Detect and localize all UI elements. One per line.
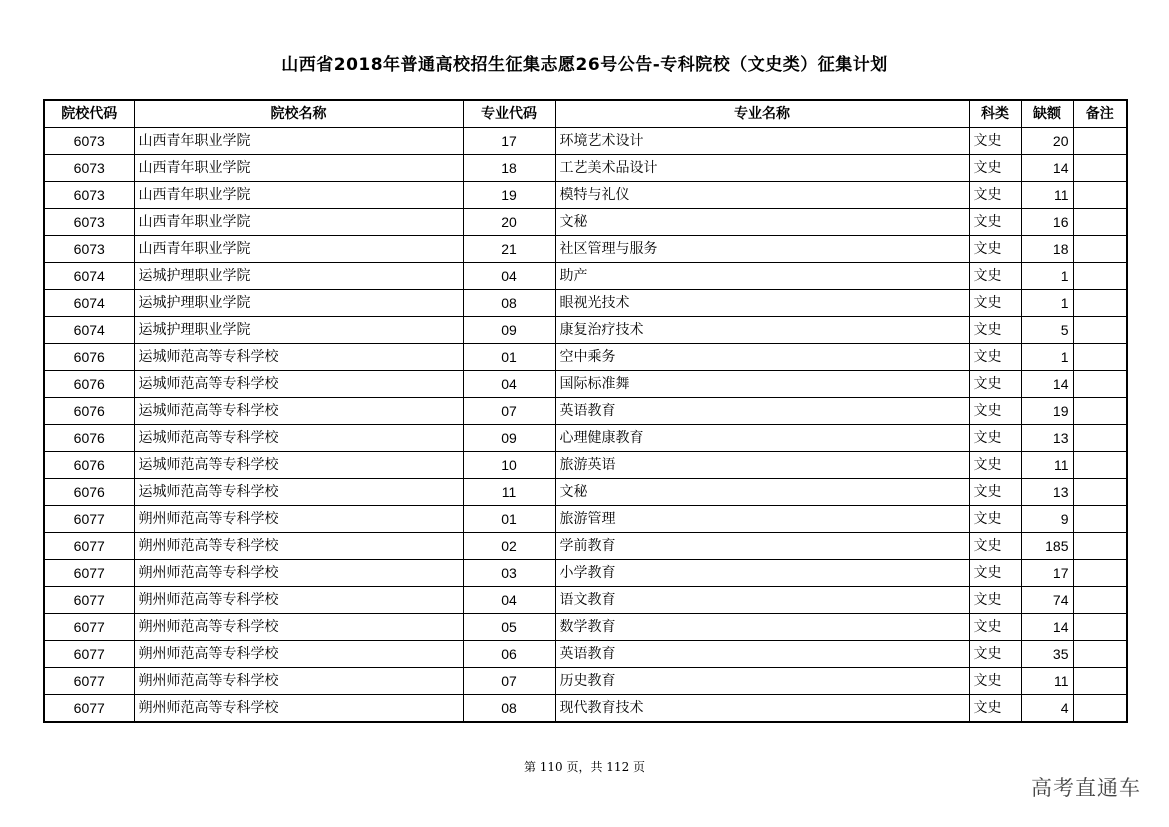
cell-category: 文史 — [969, 668, 1021, 695]
cell-school-code: 6077 — [44, 587, 134, 614]
cell-major-name: 现代教育技术 — [555, 695, 969, 723]
cell-school-name: 山西青年职业学院 — [134, 128, 463, 155]
cell-category: 文史 — [969, 236, 1021, 263]
cell-school-name: 山西青年职业学院 — [134, 155, 463, 182]
cell-category: 文史 — [969, 614, 1021, 641]
cell-remarks — [1073, 614, 1127, 641]
cell-major-code: 09 — [463, 425, 555, 452]
cell-school-code: 6077 — [44, 614, 134, 641]
cell-category: 文史 — [969, 452, 1021, 479]
page-footer: 第 110 页，共 112 页 — [523, 760, 646, 774]
cell-major-name: 历史教育 — [555, 668, 969, 695]
cell-vacancy: 1 — [1021, 290, 1073, 317]
cell-category: 文史 — [969, 398, 1021, 425]
cell-remarks — [1073, 587, 1127, 614]
cell-vacancy: 11 — [1021, 182, 1073, 209]
cell-remarks — [1073, 182, 1127, 209]
cell-major-code: 20 — [463, 209, 555, 236]
cell-school-name: 运城师范高等专科学校 — [134, 479, 463, 506]
cell-remarks — [1073, 263, 1127, 290]
cell-major-code: 19 — [463, 182, 555, 209]
cell-school-name: 运城师范高等专科学校 — [134, 398, 463, 425]
cell-school-code: 6076 — [44, 398, 134, 425]
table-row — [44, 641, 1127, 668]
table-row — [44, 344, 1127, 371]
table-row — [44, 587, 1127, 614]
cell-remarks — [1073, 398, 1127, 425]
cell-major-name: 康复治疗技术 — [555, 317, 969, 344]
cell-major-name: 英语教育 — [555, 641, 969, 668]
table-row — [44, 533, 1127, 560]
cell-school-name: 运城护理职业学院 — [134, 263, 463, 290]
cell-remarks — [1073, 209, 1127, 236]
cell-major-code: 04 — [463, 371, 555, 398]
cell-major-code: 04 — [463, 587, 555, 614]
cell-remarks — [1073, 560, 1127, 587]
cell-major-name: 语文教育 — [555, 587, 969, 614]
cell-vacancy: 11 — [1021, 668, 1073, 695]
cell-school-code: 6077 — [44, 641, 134, 668]
cell-major-code: 07 — [463, 668, 555, 695]
cell-category: 文史 — [969, 641, 1021, 668]
cell-major-name: 工艺美术品设计 — [555, 155, 969, 182]
cell-school-code: 6074 — [44, 290, 134, 317]
cell-major-name: 眼视光技术 — [555, 290, 969, 317]
cell-remarks — [1073, 128, 1127, 155]
cell-major-name: 文秘 — [555, 209, 969, 236]
table-row — [44, 398, 1127, 425]
cell-category: 文史 — [969, 317, 1021, 344]
cell-school-code: 6073 — [44, 209, 134, 236]
cell-major-code: 02 — [463, 533, 555, 560]
cell-major-name: 国际标准舞 — [555, 371, 969, 398]
cell-remarks — [1073, 668, 1127, 695]
cell-remarks — [1073, 371, 1127, 398]
cell-school-name: 运城师范高等专科学校 — [134, 344, 463, 371]
cell-remarks — [1073, 155, 1127, 182]
cell-school-name: 朔州师范高等专科学校 — [134, 614, 463, 641]
cell-school-name: 朔州师范高等专科学校 — [134, 587, 463, 614]
header-remarks: 备注 — [1073, 100, 1127, 128]
cell-vacancy: 185 — [1021, 533, 1073, 560]
cell-school-code: 6077 — [44, 695, 134, 723]
cell-school-code: 6076 — [44, 425, 134, 452]
enrollment-plan-table — [43, 99, 1128, 723]
cell-vacancy: 14 — [1021, 614, 1073, 641]
cell-remarks — [1073, 641, 1127, 668]
table-row — [44, 209, 1127, 236]
cell-remarks — [1073, 533, 1127, 560]
cell-major-name: 环境艺术设计 — [555, 128, 969, 155]
cell-school-code: 6073 — [44, 128, 134, 155]
cell-major-code: 05 — [463, 614, 555, 641]
cell-major-code: 01 — [463, 506, 555, 533]
table-row — [44, 695, 1127, 723]
table-row — [44, 452, 1127, 479]
cell-remarks — [1073, 317, 1127, 344]
cell-vacancy: 13 — [1021, 479, 1073, 506]
cell-major-name: 旅游管理 — [555, 506, 969, 533]
cell-remarks — [1073, 506, 1127, 533]
header-vacancy: 缺额 — [1021, 100, 1073, 128]
table-row — [44, 425, 1127, 452]
cell-category: 文史 — [969, 182, 1021, 209]
cell-school-name: 运城师范高等专科学校 — [134, 452, 463, 479]
cell-vacancy: 18 — [1021, 236, 1073, 263]
cell-vacancy: 35 — [1021, 641, 1073, 668]
cell-category: 文史 — [969, 371, 1021, 398]
cell-school-name: 运城师范高等专科学校 — [134, 371, 463, 398]
cell-category: 文史 — [969, 587, 1021, 614]
cell-school-name: 朔州师范高等专科学校 — [134, 668, 463, 695]
cell-school-name: 朔州师范高等专科学校 — [134, 506, 463, 533]
cell-school-code: 6073 — [44, 182, 134, 209]
cell-major-code: 06 — [463, 641, 555, 668]
cell-category: 文史 — [969, 425, 1021, 452]
cell-remarks — [1073, 236, 1127, 263]
cell-school-name: 朔州师范高等专科学校 — [134, 533, 463, 560]
cell-major-code: 17 — [463, 128, 555, 155]
cell-vacancy: 19 — [1021, 398, 1073, 425]
header-category: 科类 — [969, 100, 1021, 128]
cell-vacancy: 11 — [1021, 452, 1073, 479]
cell-school-name: 运城护理职业学院 — [134, 290, 463, 317]
cell-major-name: 模特与礼仪 — [555, 182, 969, 209]
header-school-code: 院校代码 — [44, 100, 134, 128]
cell-school-code: 6077 — [44, 668, 134, 695]
cell-school-code: 6074 — [44, 263, 134, 290]
cell-category: 文史 — [969, 155, 1021, 182]
cell-category: 文史 — [969, 128, 1021, 155]
cell-major-name: 助产 — [555, 263, 969, 290]
cell-major-name: 社区管理与服务 — [555, 236, 969, 263]
table-header-row — [44, 100, 1127, 128]
cell-school-name: 朔州师范高等专科学校 — [134, 695, 463, 723]
cell-major-name: 文秘 — [555, 479, 969, 506]
table-row — [44, 182, 1127, 209]
cell-remarks — [1073, 452, 1127, 479]
cell-vacancy: 9 — [1021, 506, 1073, 533]
cell-vacancy: 14 — [1021, 155, 1073, 182]
cell-school-code: 6073 — [44, 236, 134, 263]
cell-school-code: 6076 — [44, 479, 134, 506]
cell-major-code: 10 — [463, 452, 555, 479]
cell-category: 文史 — [969, 560, 1021, 587]
cell-category: 文史 — [969, 344, 1021, 371]
cell-remarks — [1073, 290, 1127, 317]
cell-remarks — [1073, 479, 1127, 506]
cell-school-name: 山西青年职业学院 — [134, 182, 463, 209]
cell-school-code: 6073 — [44, 155, 134, 182]
cell-vacancy: 5 — [1021, 317, 1073, 344]
cell-vacancy: 14 — [1021, 371, 1073, 398]
cell-school-code: 6074 — [44, 317, 134, 344]
cell-school-name: 朔州师范高等专科学校 — [134, 560, 463, 587]
table-row — [44, 290, 1127, 317]
cell-major-code: 21 — [463, 236, 555, 263]
cell-major-name: 小学教育 — [555, 560, 969, 587]
table-row — [44, 317, 1127, 344]
table-row — [44, 479, 1127, 506]
cell-school-name: 山西青年职业学院 — [134, 209, 463, 236]
cell-major-code: 03 — [463, 560, 555, 587]
cell-major-code: 08 — [463, 695, 555, 723]
table-row — [44, 668, 1127, 695]
cell-major-name: 空中乘务 — [555, 344, 969, 371]
cell-vacancy: 17 — [1021, 560, 1073, 587]
cell-category: 文史 — [969, 479, 1021, 506]
cell-school-name: 运城师范高等专科学校 — [134, 425, 463, 452]
cell-category: 文史 — [969, 506, 1021, 533]
cell-school-code: 6076 — [44, 344, 134, 371]
cell-major-name: 心理健康教育 — [555, 425, 969, 452]
table-row — [44, 560, 1127, 587]
cell-vacancy: 16 — [1021, 209, 1073, 236]
cell-school-code: 6077 — [44, 533, 134, 560]
cell-vacancy: 13 — [1021, 425, 1073, 452]
cell-vacancy: 1 — [1021, 263, 1073, 290]
cell-school-code: 6077 — [44, 560, 134, 587]
table-body — [44, 128, 1127, 723]
cell-school-name: 山西青年职业学院 — [134, 236, 463, 263]
header-school-name: 院校名称 — [134, 100, 463, 128]
cell-category: 文史 — [969, 695, 1021, 723]
cell-vacancy: 74 — [1021, 587, 1073, 614]
cell-school-code: 6076 — [44, 452, 134, 479]
table-row — [44, 506, 1127, 533]
cell-category: 文史 — [969, 209, 1021, 236]
document-title: 山西省2018年普通高校招生征集志愿26号公告-专科院校（文史类）征集计划 — [281, 55, 888, 75]
cell-category: 文史 — [969, 263, 1021, 290]
cell-school-code: 6076 — [44, 371, 134, 398]
cell-major-code: 08 — [463, 290, 555, 317]
header-major-code: 专业代码 — [463, 100, 555, 128]
cell-major-code: 18 — [463, 155, 555, 182]
cell-school-name: 运城护理职业学院 — [134, 317, 463, 344]
cell-category: 文史 — [969, 290, 1021, 317]
cell-remarks — [1073, 425, 1127, 452]
cell-major-code: 01 — [463, 344, 555, 371]
watermark-logo-text: 高考直通车 — [1031, 776, 1141, 800]
cell-major-name: 旅游英语 — [555, 452, 969, 479]
cell-category: 文史 — [969, 533, 1021, 560]
cell-major-code: 07 — [463, 398, 555, 425]
cell-major-name: 学前教育 — [555, 533, 969, 560]
cell-vacancy: 4 — [1021, 695, 1073, 723]
cell-major-code: 04 — [463, 263, 555, 290]
table-row — [44, 371, 1127, 398]
cell-major-name: 数学教育 — [555, 614, 969, 641]
table-row — [44, 263, 1127, 290]
cell-remarks — [1073, 695, 1127, 723]
cell-school-code: 6077 — [44, 506, 134, 533]
table-row — [44, 155, 1127, 182]
cell-remarks — [1073, 344, 1127, 371]
table-row — [44, 236, 1127, 263]
cell-school-name: 朔州师范高等专科学校 — [134, 641, 463, 668]
cell-vacancy: 20 — [1021, 128, 1073, 155]
table-row — [44, 128, 1127, 155]
cell-major-code: 09 — [463, 317, 555, 344]
cell-major-name: 英语教育 — [555, 398, 969, 425]
cell-vacancy: 1 — [1021, 344, 1073, 371]
header-major-name: 专业名称 — [555, 100, 969, 128]
table-row — [44, 614, 1127, 641]
cell-major-code: 11 — [463, 479, 555, 506]
